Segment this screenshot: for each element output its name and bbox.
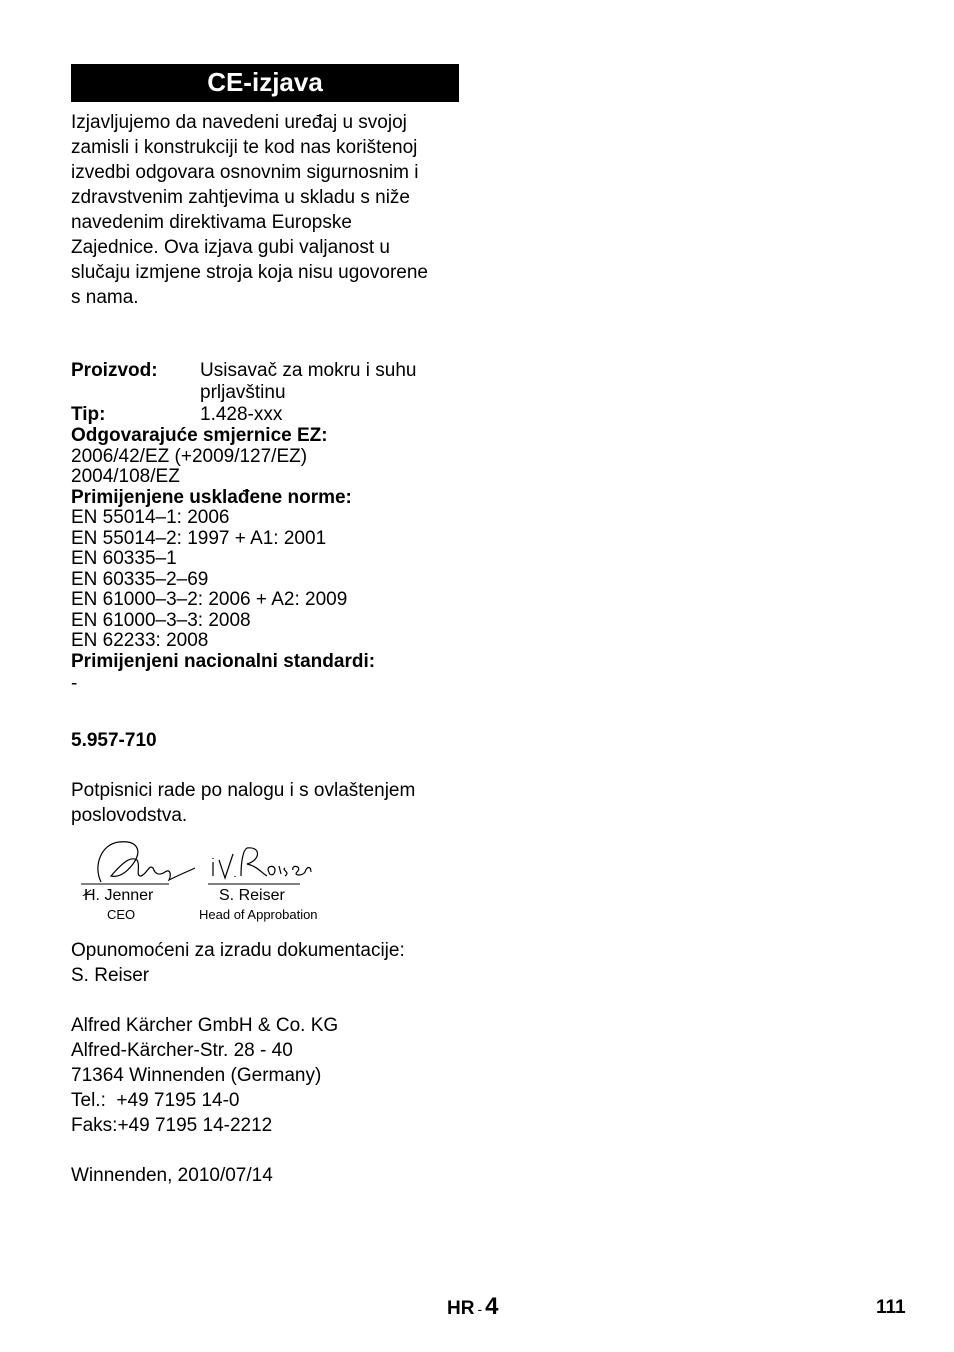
norms-label: Primijenjene usklađene norme: (71, 486, 352, 508)
intro-line: zdravstvenim zahtjevima u skladu s niže (71, 187, 410, 208)
product-row (71, 358, 459, 403)
norm-item: EN 55014–2: 1997 + A1: 2001 (71, 527, 327, 549)
documentation-block (71, 938, 459, 988)
directive-item: 2006/42/EZ (+2009/127/EZ) (71, 445, 308, 467)
footer-section-number: 4 (485, 1293, 499, 1320)
intro-line: izvedbi odgovara osnovnim sigurnosnim i (71, 162, 419, 183)
page-title: CE-izjava (71, 64, 459, 102)
intro-line: zamisli i konstrukciji te kod nas korištenoj (71, 137, 418, 158)
intro-line: slučaju izmjene stroja koja nisu ugovorene (71, 262, 428, 283)
product-label: Proizvod: (71, 360, 158, 381)
signature-role: CEO (107, 907, 136, 922)
footer-section (447, 1294, 498, 1322)
document-code: 5.957-710 (71, 730, 157, 751)
national-value: - (71, 673, 78, 694)
intro-paragraph (71, 110, 459, 310)
date-text: Winnenden, 2010/07/14 (71, 1165, 273, 1186)
national-label: Primijenjeni nacionalni standardi: (71, 650, 376, 672)
product-value-line: prljavštinu (200, 382, 286, 403)
product-value (200, 358, 459, 403)
intro-line: navedenim direktivama Europske (71, 212, 352, 233)
address-line: Tel.: +49 7195 14-0 (71, 1090, 240, 1111)
norm-item: EN 60335–2–69 (71, 568, 209, 590)
signature-name: H. Jenner (84, 887, 154, 904)
page-number: 111 (876, 1297, 906, 1318)
footer-dash: - (477, 1301, 483, 1317)
signatures-area (71, 836, 341, 926)
type-label: Tip: (71, 404, 106, 425)
intro-line: s nama. (71, 287, 139, 308)
signature-role: Head of Approbation (199, 907, 318, 922)
signature-name: S. Reiser (219, 887, 285, 904)
address-line: 71364 Winnenden (Germany) (71, 1065, 322, 1086)
documentation-line: Opunomoćeni za izradu dokumentacije: (71, 940, 405, 961)
norm-item: EN 55014–1: 2006 (71, 507, 230, 528)
date-line (71, 1163, 459, 1188)
address-line: Faks:+49 7195 14-2212 (71, 1115, 273, 1136)
footer-lang: HR (447, 1298, 475, 1319)
address-line: Alfred Kärcher GmbH & Co. KG (71, 1015, 339, 1036)
type-row (71, 404, 459, 425)
documentation-line: S. Reiser (71, 965, 150, 986)
directives-label: Odgovarajuće smjernice EZ: (71, 425, 328, 446)
product-value-line: Usisavač za mokru i suhu (200, 360, 417, 381)
norm-item: EN 60335–1 (71, 548, 177, 569)
address-block (71, 1013, 459, 1138)
norm-item: EN 61000–3–3: 2008 (71, 609, 251, 631)
type-value: 1.428-xxx (200, 404, 283, 425)
signatories-text (71, 778, 459, 828)
signatories-line: poslovodstva. (71, 805, 188, 826)
intro-line: Izjavljujemo da navedeni uređaj u svojoj (71, 112, 407, 133)
directive-item: 2004/108/EZ (71, 466, 180, 487)
signatories-line: Potpisnici rade po nalogu i s ovlaštenjem (71, 780, 416, 801)
address-line: Alfred-Kärcher-Str. 28 - 40 (71, 1040, 293, 1061)
product-details (71, 358, 459, 403)
norm-item: EN 62233: 2008 (71, 630, 209, 651)
norm-item: EN 61000–3–2: 2006 + A2: 2009 (71, 589, 348, 610)
intro-line: Zajednice. Ova izjava gubi valjanost u (71, 237, 390, 258)
standards-block (71, 426, 459, 696)
